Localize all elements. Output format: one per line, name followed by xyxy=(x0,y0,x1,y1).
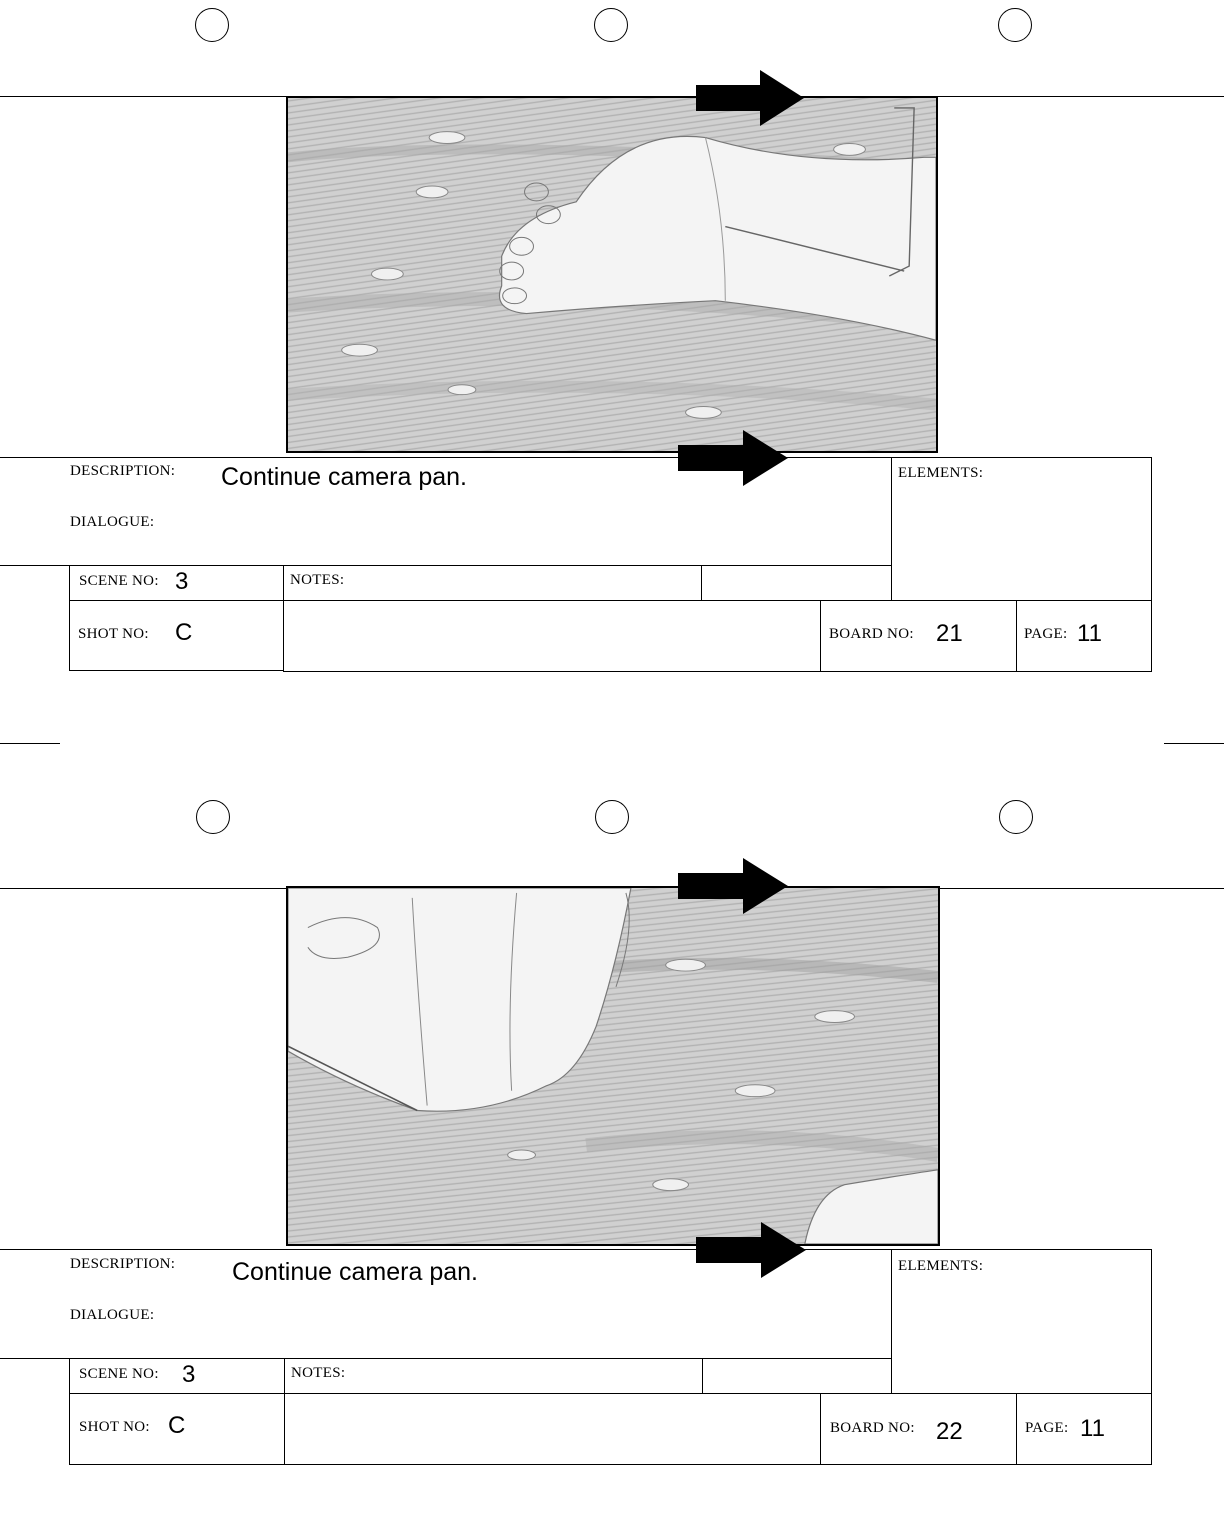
scene-shot-divider xyxy=(69,600,284,601)
pencil-sketch-knees-on-floor xyxy=(288,888,938,1244)
shot-no-value: C xyxy=(175,619,193,646)
sketch-frame xyxy=(286,96,938,453)
shot-no-value: C xyxy=(168,1412,186,1439)
board-no-label: BOARD NO: xyxy=(829,626,914,642)
binder-hole-center xyxy=(595,800,629,834)
page-value: 11 xyxy=(1080,1415,1105,1442)
scene-no-value: 3 xyxy=(175,568,189,595)
notes-header-box xyxy=(284,1358,703,1394)
storyboard-panel-2 xyxy=(0,792,1224,1528)
binder-hole-right xyxy=(998,8,1032,42)
arrow-right-icon xyxy=(678,858,788,914)
arrow-right-icon xyxy=(696,70,804,126)
page-label: PAGE: xyxy=(1024,626,1068,642)
binder-hole-center xyxy=(594,8,628,42)
notes-extra-box xyxy=(701,565,892,601)
scene-no-label: SCENE NO: xyxy=(79,573,159,589)
board-no-value: 22 xyxy=(936,1418,963,1445)
board-no-label: BOARD NO: xyxy=(830,1420,915,1436)
scene-shot-divider xyxy=(69,1393,285,1394)
board-no-value: 21 xyxy=(936,620,963,647)
page-label: PAGE: xyxy=(1025,1420,1069,1436)
binder-hole-right xyxy=(999,800,1033,834)
notes-label: NOTES: xyxy=(290,572,345,588)
cut-mark-right xyxy=(1164,743,1224,744)
pencil-sketch-feet-on-floor xyxy=(288,98,936,451)
dialogue-label: DIALOGUE: xyxy=(70,514,155,530)
notes-label: NOTES: xyxy=(291,1365,346,1381)
notes-body-box xyxy=(283,600,821,672)
arrow-right-icon xyxy=(696,1222,806,1278)
sketch-frame xyxy=(286,886,940,1246)
description-text: Continue camera pan. xyxy=(232,1258,478,1286)
binder-hole-left xyxy=(195,8,229,42)
arrow-right-icon xyxy=(678,430,788,486)
frame-guide-line-left xyxy=(0,888,287,889)
dialogue-label: DIALOGUE: xyxy=(70,1307,155,1323)
frame-guide-line-right xyxy=(937,888,1224,889)
scene-no-value: 3 xyxy=(182,1361,196,1388)
scene-no-label: SCENE NO: xyxy=(79,1366,159,1382)
frame-guide-line-left xyxy=(0,96,287,97)
elements-label: ELEMENTS: xyxy=(898,1258,984,1274)
page-value: 11 xyxy=(1077,620,1102,647)
shot-no-label: SHOT NO: xyxy=(79,1419,150,1435)
description-label: DESCRIPTION: xyxy=(70,1256,176,1272)
cut-mark-left xyxy=(0,743,60,744)
frame-guide-line-right xyxy=(937,96,1224,97)
shot-no-label: SHOT NO: xyxy=(78,626,149,642)
notes-body-box xyxy=(284,1393,821,1465)
binder-hole-left xyxy=(196,800,230,834)
description-text: Continue camera pan. xyxy=(221,463,467,491)
storyboard-panel-1 xyxy=(0,0,1224,736)
notes-extra-box xyxy=(702,1358,892,1394)
description-label: DESCRIPTION: xyxy=(70,463,176,479)
notes-header-box xyxy=(283,565,702,601)
elements-label: ELEMENTS: xyxy=(898,465,984,481)
